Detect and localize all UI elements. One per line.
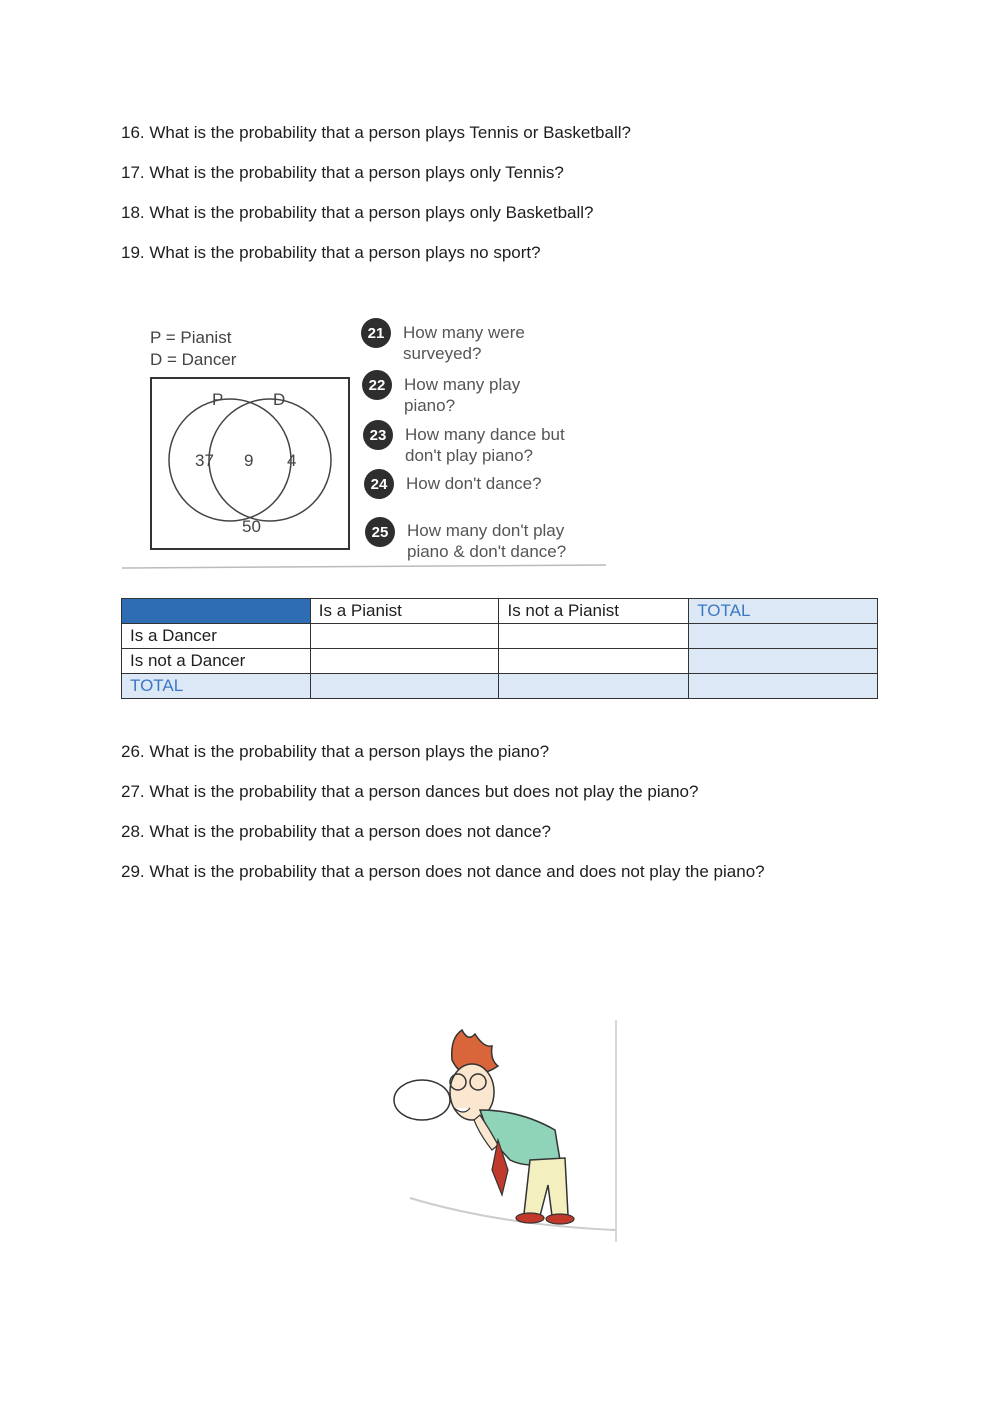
header-total: TOTAL bbox=[689, 599, 878, 624]
cell-dancer-total[interactable] bbox=[689, 624, 878, 649]
venn-only-dancer: 4 bbox=[287, 451, 297, 470]
venn-question-24-line1: How don't dance? bbox=[406, 474, 542, 493]
venn-question-22 bbox=[404, 374, 520, 416]
venn-question-25-line1: How many don't play bbox=[407, 521, 565, 540]
row-label-dancer: Is a Dancer bbox=[122, 624, 311, 649]
venn-question-25-line2: piano & don't dance? bbox=[407, 542, 567, 561]
circle-dancer bbox=[209, 399, 331, 521]
cell-not-dancer-total[interactable] bbox=[689, 649, 878, 674]
badge-22: 22 bbox=[362, 370, 392, 400]
table-row bbox=[122, 624, 878, 649]
cell-not-dancer-pianist[interactable] bbox=[310, 649, 499, 674]
question-29: 29. What is the probability that a person does not dance and does not play the piano? bbox=[121, 862, 765, 881]
table-header-row bbox=[122, 599, 878, 624]
badge-25: 25 bbox=[365, 517, 395, 547]
venn-question-25 bbox=[407, 520, 566, 562]
header-is-pianist: Is a Pianist bbox=[310, 599, 499, 624]
venn-outside: 50 bbox=[242, 517, 261, 536]
cell-total-not-pianist[interactable] bbox=[499, 674, 689, 699]
venn-question-24 bbox=[406, 473, 542, 494]
cell-not-dancer-not-pianist[interactable] bbox=[499, 649, 689, 674]
cell-dancer-pianist[interactable] bbox=[310, 624, 499, 649]
question-17: 17. What is the probability that a person plays only Tennis? bbox=[121, 163, 564, 182]
cartoon-svg bbox=[380, 1020, 620, 1245]
venn-label-p: P bbox=[212, 390, 224, 409]
table-row bbox=[122, 649, 878, 674]
cell-grand-total[interactable] bbox=[689, 674, 878, 699]
cell-dancer-not-pianist[interactable] bbox=[499, 624, 689, 649]
venn-question-22-line2: piano? bbox=[404, 396, 456, 415]
venn-question-21-line2: surveyed? bbox=[403, 344, 482, 363]
venn-question-23 bbox=[405, 424, 565, 466]
cell-total-pianist[interactable] bbox=[310, 674, 499, 699]
row-label-not-dancer: Is not a Dancer bbox=[122, 649, 311, 674]
badge-23: 23 bbox=[363, 420, 393, 450]
venn-question-22-line1: How many play bbox=[404, 375, 521, 394]
two-way-table bbox=[121, 598, 878, 699]
question-27: 27. What is the probability that a person dances but does not play the piano? bbox=[121, 782, 699, 801]
circle-pianist bbox=[169, 399, 291, 521]
cartoon-thinking-man-illustration bbox=[380, 1020, 620, 1245]
question-19: 19. What is the probability that a person plays no sport? bbox=[121, 243, 541, 262]
venn-diagram-figure bbox=[120, 310, 620, 575]
venn-label-d: D bbox=[273, 390, 286, 409]
question-18: 18. What is the probability that a person plays only Basketball? bbox=[121, 203, 594, 222]
badge-21: 21 bbox=[361, 318, 391, 348]
header-not-pianist: Is not a Pianist bbox=[499, 599, 689, 624]
header-corner-cell bbox=[122, 599, 311, 624]
venn-question-23-line2: don't play piano? bbox=[405, 446, 534, 465]
venn-question-21 bbox=[403, 322, 525, 364]
question-28: 28. What is the probability that a person does not dance? bbox=[121, 822, 551, 841]
venn-only-pianist: 37 bbox=[195, 451, 214, 470]
legend-dancer: D = Dancer bbox=[150, 350, 237, 369]
badge-24: 24 bbox=[364, 469, 394, 499]
legend-pianist: P = Pianist bbox=[150, 328, 232, 347]
venn-question-21-line1: How many were bbox=[403, 323, 525, 342]
row-label-total: TOTAL bbox=[122, 674, 311, 699]
venn-both: 9 bbox=[244, 451, 254, 470]
question-26: 26. What is the probability that a person plays the piano? bbox=[121, 742, 550, 761]
venn-question-23-line1: How many dance but bbox=[405, 425, 565, 444]
question-16: 16. What is the probability that a person plays Tennis or Basketball? bbox=[121, 123, 631, 142]
scan-edge-line bbox=[122, 565, 606, 568]
table-row bbox=[122, 674, 878, 699]
